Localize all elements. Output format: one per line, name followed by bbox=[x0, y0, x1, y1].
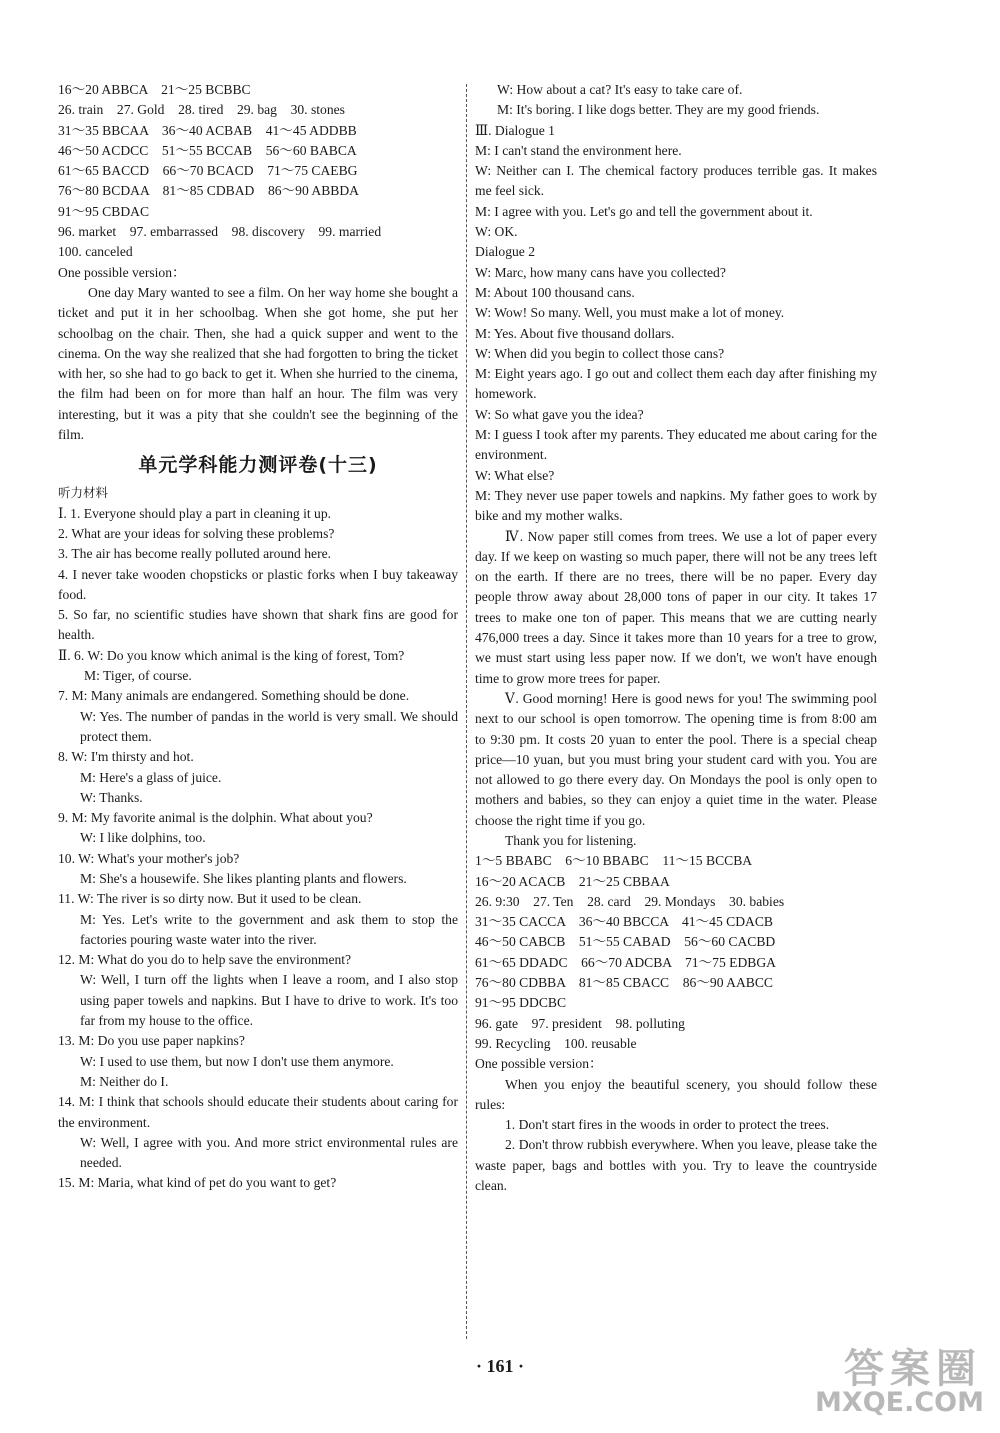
answer-line: 76～80 CDBBA 81～85 CBACC 86～90 AABCC bbox=[475, 975, 773, 991]
answer-key-block bbox=[58, 80, 458, 283]
watermark-logo bbox=[792, 1337, 992, 1427]
transcript-line: M: Yes. Let's write to the government and ask them to stop the factories pouring waste water into the river. bbox=[80, 911, 458, 947]
transcript-line: W: When did you begin to collect those cans? bbox=[475, 345, 725, 361]
answer-line: 31～35 BBCAA 36～40 ACBAB 41～45 ADDBB bbox=[58, 122, 357, 138]
transcript-line: 3. The air has become really polluted around here. bbox=[58, 546, 332, 562]
answer-line: 26. 9:30 27. Ten 28. card 29. Mondays 30. babies bbox=[475, 893, 785, 909]
listening-transcript-continued bbox=[475, 80, 877, 851]
transcript-line: W: So what gave you the idea? bbox=[475, 406, 644, 422]
answer-line: 76～80 BCDAA 81～85 CDBAD 86～90 ABBDA bbox=[58, 183, 359, 199]
transcript-line: W: I like dolphins, too. bbox=[80, 830, 206, 846]
listening-transcript bbox=[58, 504, 458, 1194]
watermark-text: 答案圈 bbox=[844, 1346, 982, 1392]
essay-paragraph: 2. Don't throw rubbish everywhere. When you leave, please take the waste paper, bags and bottles with you. Try to leave the countryside clean. bbox=[475, 1137, 877, 1194]
transcript-line: W: Wow! So many. Well, you must make a lot of money. bbox=[475, 305, 785, 321]
answer-line: 31～35 CACCA 36～40 BBCCA 41～45 CDACB bbox=[475, 914, 773, 930]
transcript-line: W: What else? bbox=[475, 467, 555, 483]
listening-label: 听力材料 bbox=[58, 485, 109, 501]
essay-paragraph: When you enjoy the beautiful scenery, you should follow these rules: bbox=[475, 1076, 877, 1112]
answer-line: 16～20 ACACB 21～25 CBBAA bbox=[475, 873, 670, 889]
answer-line: One possible version： bbox=[475, 1056, 603, 1072]
answer-line: 91～95 CBDAC bbox=[58, 203, 150, 219]
answer-line: 96. gate 97. president 98. polluting bbox=[475, 1015, 685, 1031]
transcript-line: Ⅰ. 1. Everyone should play a part in cleaning it up. bbox=[58, 505, 332, 521]
transcript-line: W: How about a cat? It's easy to take care of. bbox=[497, 82, 743, 97]
transcript-line: W: Thanks. bbox=[80, 789, 143, 805]
transcript-line: M: She's a housewife. She likes planting plants and flowers. bbox=[80, 870, 407, 886]
answer-line: 16～20 ABBCA 21～25 BCBBC bbox=[58, 82, 251, 97]
transcript-line: 9. M: My favorite animal is the dolphin. What about you? bbox=[58, 810, 373, 826]
transcript-line: W: Well, I agree with you. And more strict environmental rules are needed. bbox=[80, 1134, 458, 1171]
essay-paragraph: 1. Don't start fires in the woods in order to protect the trees. bbox=[505, 1117, 830, 1133]
left-column bbox=[58, 80, 458, 1194]
transcript-line: Thank you for listening. bbox=[505, 832, 637, 848]
answer-line: 61～65 BACCD 66～70 BCACD 71～75 CAEBG bbox=[58, 163, 358, 179]
column-divider bbox=[466, 84, 467, 1339]
transcript-line: 2. What are your ideas for solving these problems? bbox=[58, 525, 335, 541]
transcript-line: 11. W: The river is so dirty now. But it used to be clean. bbox=[58, 891, 362, 907]
transcript-line: M: It's boring. I like dogs better. They are my good friends. bbox=[497, 102, 820, 118]
transcript-line: 8. W: I'm thirsty and hot. bbox=[58, 749, 194, 765]
transcript-line: W: Yes. The number of pandas in the world is very small. We should protect them. bbox=[80, 708, 458, 744]
transcript-line: 15. M: Maria, what kind of pet do you want to get? bbox=[58, 1175, 337, 1191]
transcript-line: 4. I never take wooden chopsticks or plastic forks when I buy takeaway food. bbox=[58, 566, 458, 602]
answer-line: 61～65 DDADC 66～70 ADCBA 71～75 EDBGA bbox=[475, 954, 776, 970]
transcript-line: M: Neither do I. bbox=[80, 1073, 169, 1089]
section-heading: 单元学科能力测评卷(十三) bbox=[138, 454, 378, 477]
answer-key-block bbox=[475, 851, 877, 1074]
transcript-line: Ⅲ. Dialogue 1 bbox=[475, 122, 555, 138]
transcript-line: 7. M: Many animals are endangered. Something should be done. bbox=[58, 688, 410, 704]
answer-line: 1～5 BBABC 6～10 BBABC 11～15 BCCBA bbox=[475, 853, 753, 869]
transcript-line: W: Marc, how many cans have you collected? bbox=[475, 264, 726, 280]
transcript-line: Ⅴ. Good morning! Here is good news for you! The swimming pool next to our school is open tomorrow. The opening time is from 8:00 am to 9:30 pm. It costs 20 yuan to enter the pool. There is a special cheap price—10 yuan, but you must bring your student card with you. You are not allowed to go there every day. On Mondays the pool is only open to mothers and babies, so they can enjoy a quiet time in the water. Please choose the right time if you go. bbox=[475, 690, 877, 828]
transcript-line: M: Eight years ago. I go out and collect them each day after finishing my homework. bbox=[475, 366, 877, 402]
transcript-line: M: Yes. About five thousand dollars. bbox=[475, 325, 675, 341]
transcript-line: Ⅳ. Now paper still comes from trees. We use a lot of paper every day. If we keep on wasting so much paper, there will not be any trees left on the earth. If there are no trees, there will be no paper. Every day people throw away about 28,000 tons of paper in our city. It takes 17 trees to make one ton of paper. This means that we are cutting nearly 476,000 trees a day. Since it takes more than 10 years for a tree to grow, we must start using less paper now. If we don't, we won't have enough time to grow more trees for paper. bbox=[475, 528, 877, 686]
answer-line: 100. canceled bbox=[58, 244, 133, 260]
transcript-line: M: I agree with you. Let's go and tell the government about it. bbox=[475, 203, 813, 219]
transcript-line: Dialogue 2 bbox=[475, 244, 536, 260]
transcript-line: M: I guess I took after my parents. They educated me about caring for the environment. bbox=[475, 427, 877, 463]
transcript-line: M: About 100 thousand cans. bbox=[475, 284, 635, 300]
transcript-line: M: Here's a glass of juice. bbox=[80, 769, 222, 785]
transcript-line: W: Neither can I. The chemical factory produces terrible gas. It makes me feel sick. bbox=[475, 163, 877, 199]
answer-line: 99. Recycling 100. reusable bbox=[475, 1035, 637, 1051]
transcript-line: M: They never use paper towels and napkins. My father goes to work by bike and my mother walks. bbox=[475, 487, 877, 524]
transcript-line: W: Well, I turn off the lights when I leave a room, and I also stop using paper towels and napkins. But I have to drive to work. It's too far from my house to the office. bbox=[80, 972, 458, 1029]
transcript-line: 10. W: What's your mother's job? bbox=[58, 850, 240, 866]
answer-line: One possible version： bbox=[58, 264, 186, 280]
sample-essay: One day Mary wanted to see a film. On her way home she bought a ticket and put it in her schoolbag. When she got home, she put her schoolbag on the chair. Then, she had a quick supper and went to the cinema. On the way she realized that she had forgotten to bring the ticket with her, so she had to go back to get it. When she hurried to the cinema, the film had been on for more than half an hour. The film was very interesting, but it was a pity that she couldn't see the beginning of the film. bbox=[58, 284, 458, 443]
answer-line: 26. train 27. Gold 28. tired 29. bag 30. stones bbox=[58, 102, 345, 118]
transcript-line: Ⅱ. 6. W: Do you know which animal is the king of forest, Tom? bbox=[58, 647, 405, 663]
transcript-line: W: I used to use them, but now I don't use them anymore. bbox=[80, 1053, 394, 1069]
answer-line: 96. market 97. embarrassed 98. discovery 99. married bbox=[58, 224, 382, 240]
transcript-line: 14. M: I think that schools should educate their students about caring for the environment. bbox=[58, 1094, 458, 1130]
transcript-line: 13. M: Do you use paper napkins? bbox=[58, 1033, 245, 1049]
transcript-line: M: I can't stand the environment here. bbox=[475, 142, 682, 158]
answer-line: 46～50 ACDCC 51～55 BCCAB 56～60 BABCA bbox=[58, 142, 357, 158]
watermark-url: MXQE.COM bbox=[815, 1387, 984, 1418]
page-number: · 161 · bbox=[475, 1356, 524, 1376]
sample-essay bbox=[475, 1075, 877, 1197]
transcript-line: 12. M: What do you do to help save the environment? bbox=[58, 952, 352, 968]
right-column bbox=[475, 80, 877, 1196]
transcript-line: W: OK. bbox=[475, 224, 518, 240]
transcript-line: M: Tiger, of course. bbox=[84, 668, 192, 684]
answer-line: 46～50 CABCB 51～55 CABAD 56～60 CACBD bbox=[475, 934, 776, 950]
transcript-line: 5. So far, no scientific studies have shown that shark fins are good for health. bbox=[58, 607, 458, 643]
answer-line: 91～95 DDCBC bbox=[475, 995, 567, 1011]
